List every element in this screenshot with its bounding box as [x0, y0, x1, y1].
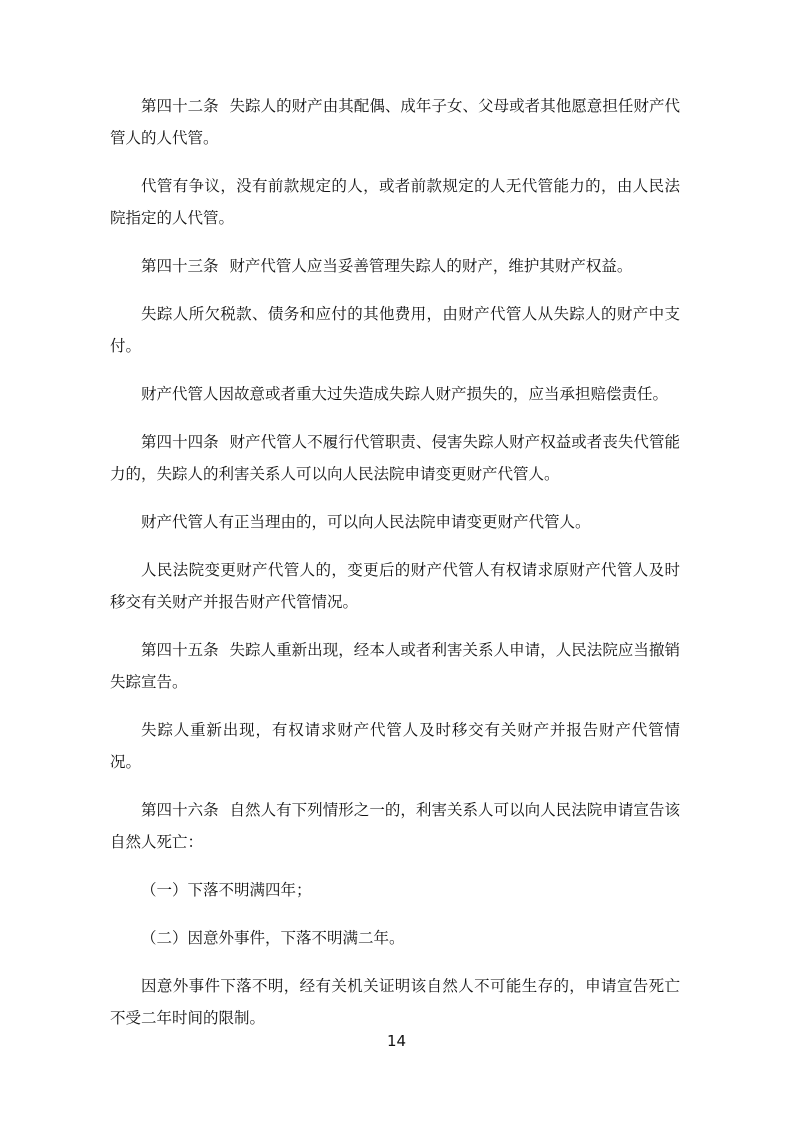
paragraph-text: 失踪人重新出现，有权请求财产代管人及时移交有关财产并报告财产代管情况。 [110, 721, 680, 771]
paragraph [110, 170, 680, 234]
article-number: 第四十六条 [141, 801, 219, 819]
document-body [110, 90, 680, 1050]
paragraph-text: 财产代管人因故意或者重大过失造成失踪人财产损失的，应当承担赔偿责任。 [141, 385, 669, 403]
paragraph [110, 714, 680, 778]
article-number: 第四十二条 [141, 97, 219, 115]
paragraph [110, 250, 680, 282]
paragraph-text: 代管有争议，没有前款规定的人，或者前款规定的人无代管能力的，由人民法院指定的人代管。 [110, 177, 680, 227]
paragraph [110, 970, 680, 1034]
paragraph-text: （二）因意外事件，下落不明满二年。 [141, 929, 405, 947]
paragraph-text: 失踪人所欠税款、债务和应付的其他费用，由财产代管人从失踪人的财产中支付。 [110, 305, 680, 355]
article-number: 第四十三条 [141, 257, 219, 275]
paragraph [110, 634, 680, 698]
paragraph [110, 794, 680, 858]
paragraph-text: 财产代管人有正当理由的，可以向人民法院申请变更财产代管人。 [141, 513, 591, 531]
list-item [110, 922, 680, 954]
paragraph-text: 失踪人的财产由其配偶、成年子女、父母或者其他愿意担任财产代管人的人代管。 [110, 97, 680, 147]
paragraph [110, 378, 680, 410]
paragraph-text: 财产代管人应当妥善管理失踪人的财产，维护其财产权益。 [229, 257, 633, 275]
paragraph [110, 298, 680, 362]
paragraph [110, 506, 680, 538]
paragraph [110, 90, 680, 154]
paragraph [110, 554, 680, 618]
article-number: 第四十四条 [141, 433, 219, 451]
paragraph-text: 自然人有下列情形之一的，利害关系人可以向人民法院申请宣告该自然人死亡： [110, 801, 680, 851]
paragraph-text: 人民法院变更财产代管人的，变更后的财产代管人有权请求原财产代管人及时移交有关财产并报告财产代管情况。 [110, 561, 680, 611]
page-number: 14 [386, 1032, 407, 1050]
article-number: 第四十五条 [141, 641, 219, 659]
list-item [110, 874, 680, 906]
paragraph [110, 426, 680, 490]
paragraph-text: 财产代管人不履行代管职责、侵害失踪人财产权益或者丧失代管能力的，失踪人的利害关系人可以向人民法院申请变更财产代管人。 [110, 433, 680, 483]
paragraph-text: 因意外事件下落不明，经有关机关证明该自然人不可能生存的，申请宣告死亡不受二年时间的限制。 [110, 977, 680, 1027]
paragraph-text: 失踪人重新出现，经本人或者利害关系人申请，人民法院应当撤销失踪宣告。 [110, 641, 680, 691]
paragraph-text: （一）下落不明满四年； [141, 881, 312, 899]
